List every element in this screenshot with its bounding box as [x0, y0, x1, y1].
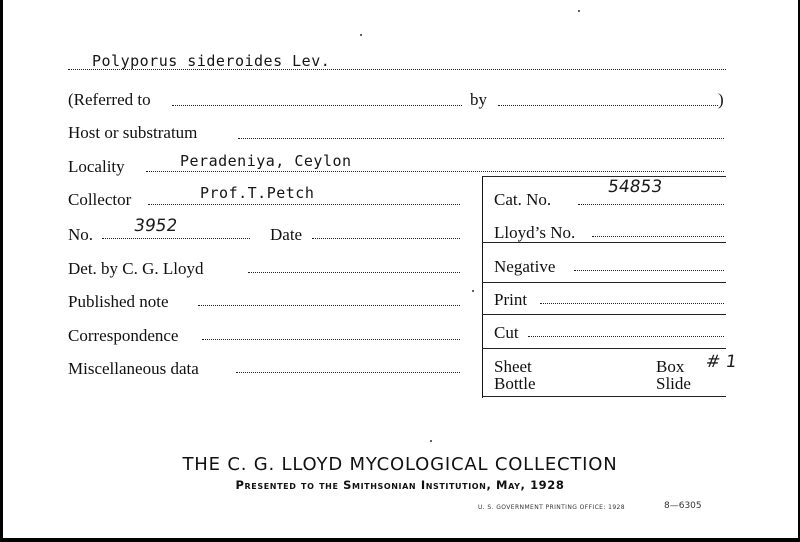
published-note-field[interactable] [198, 305, 460, 306]
misc-data-label: Miscellaneous data [68, 359, 199, 378]
bottle-label: Bottle [494, 374, 536, 393]
host-label: Host or substratum [68, 123, 198, 142]
speck [430, 440, 432, 442]
host-field[interactable] [238, 138, 724, 139]
catalog-rule-cut [482, 348, 726, 349]
negative-label: Negative [494, 257, 556, 276]
published-note-label: Published note [68, 292, 169, 311]
referred-to-label: (Referred to [68, 90, 151, 109]
cat-no-field[interactable] [578, 204, 724, 205]
print-label: Print [494, 290, 528, 309]
lloyds-no-label: Lloyd’s No. [494, 223, 576, 242]
species-name-line [68, 69, 726, 70]
negative-field[interactable] [574, 270, 724, 271]
locality-value: Peradeniya, Ceylon [180, 152, 352, 170]
collector-value: Prof.T.Petch [200, 184, 315, 202]
no-value: 3952 [132, 216, 179, 236]
collection-subtitle: Presented to the Smithsonian Institution, May, 1928 [235, 478, 565, 492]
catalog-rule-lloyds [482, 242, 726, 243]
box-value: # 1 [704, 352, 738, 372]
collector-label: Collector [68, 190, 132, 209]
cut-field[interactable] [528, 336, 724, 337]
speck [360, 34, 362, 36]
det-by-field[interactable] [248, 272, 460, 273]
date-field[interactable] [312, 238, 460, 239]
referred-by-field[interactable] [498, 105, 718, 106]
cut-label: Cut [494, 323, 519, 342]
no-field[interactable] [102, 238, 250, 239]
card-edge-bottom [0, 538, 800, 542]
collector-field[interactable] [148, 204, 460, 205]
species-name: Polyporus sideroides Lev. [92, 52, 331, 70]
catalog-rule-negative [482, 282, 726, 283]
speck [578, 10, 580, 12]
box-label: Box [656, 357, 685, 376]
misc-data-field[interactable] [236, 372, 460, 373]
printer-imprint: U. S. GOVERNMENT PRINTING OFFICE: 1928 [478, 504, 625, 511]
correspondence-label: Correspondence [68, 326, 179, 345]
det-by-label: Det. by C. G. Lloyd [68, 259, 204, 278]
speck [472, 290, 474, 292]
close-paren: ) [718, 90, 724, 109]
collection-title: THE C. G. LLOYD MYCOLOGICAL COLLECTION [182, 454, 618, 475]
cat-no-value: 54853 [606, 177, 664, 197]
catalog-box-divider [482, 176, 483, 398]
locality-label: Locality [68, 157, 125, 176]
catalog-rule-print [482, 314, 726, 315]
date-label: Date [270, 225, 303, 244]
catalog-box-top [482, 176, 726, 177]
lloyds-no-field[interactable] [592, 236, 724, 237]
no-label: No. [68, 225, 94, 244]
referred-to-field[interactable] [172, 105, 462, 106]
slide-label: Slide [656, 374, 691, 393]
form-code: 8—6305 [664, 501, 702, 511]
locality-field[interactable] [146, 171, 724, 172]
by-label: by [470, 90, 487, 109]
correspondence-field[interactable] [202, 339, 460, 340]
sheet-label: Sheet [494, 357, 532, 376]
cat-no-label: Cat. No. [494, 190, 552, 209]
print-field[interactable] [540, 303, 724, 304]
catalog-box-bottom [482, 396, 726, 397]
